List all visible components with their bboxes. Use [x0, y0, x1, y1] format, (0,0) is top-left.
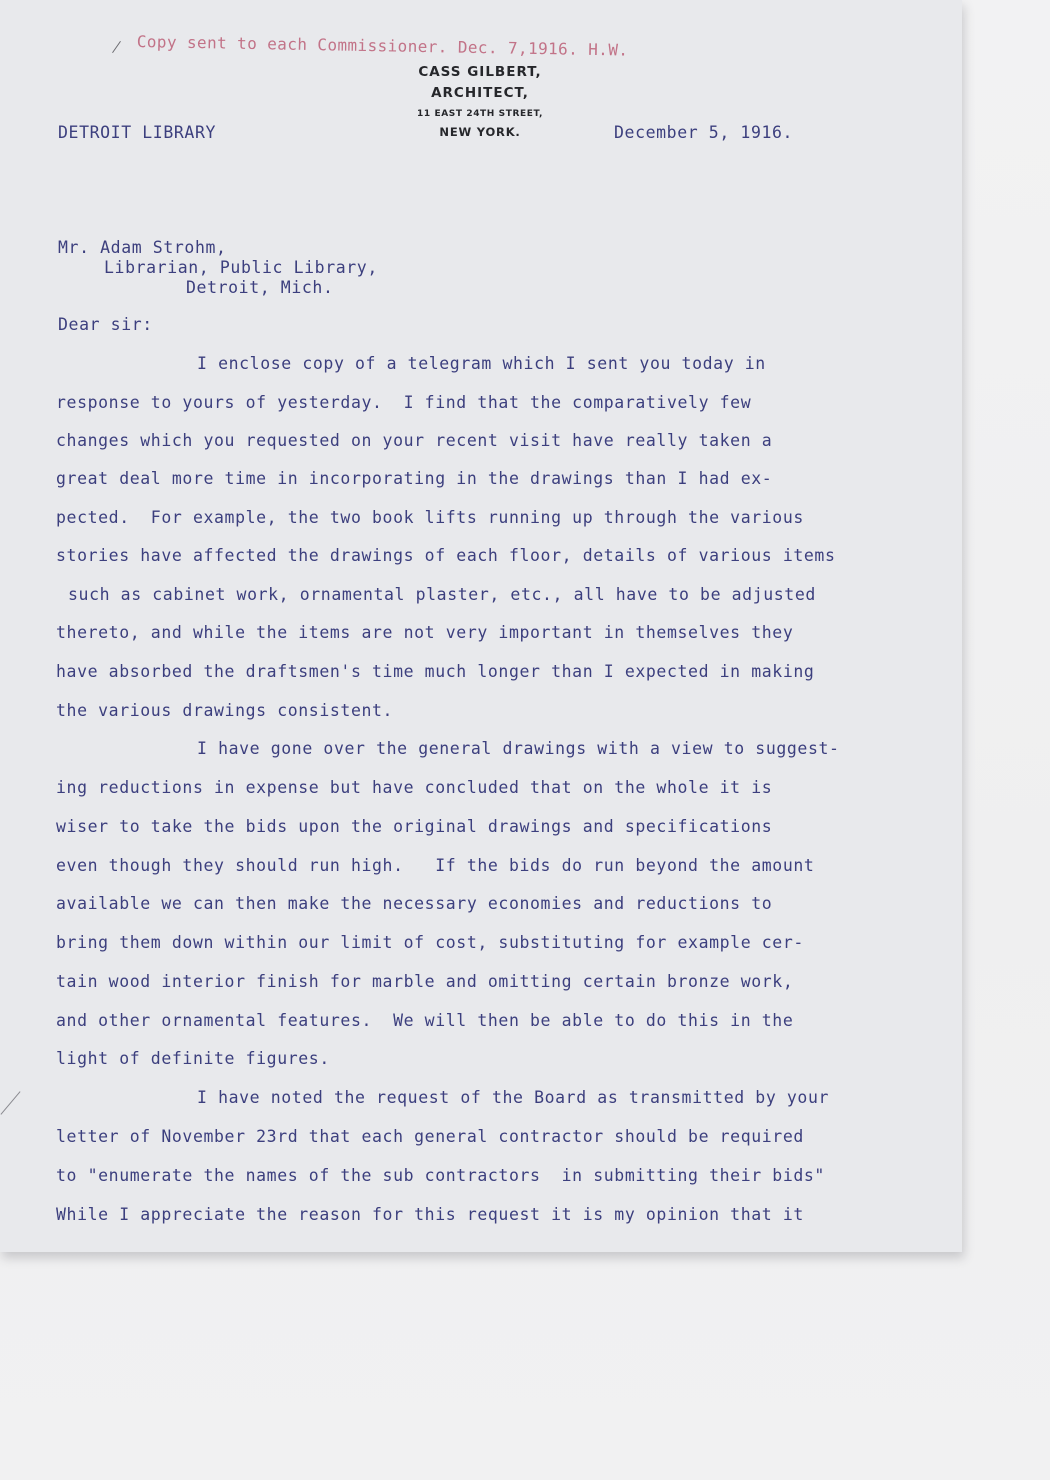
body-line: the various drawings consistent.	[56, 701, 394, 720]
pencil-mark	[112, 41, 121, 53]
letterhead-title: ARCHITECT,	[431, 85, 529, 101]
letterhead-address: 11 EAST 24TH STREET,	[417, 109, 543, 119]
body-line: letter of November 23rd that each general contractor should be required	[56, 1127, 804, 1146]
recipient-title: Librarian, Public Library,	[104, 258, 378, 277]
body-line: available we can then make the necessary economies and reductions to	[56, 894, 773, 913]
body-line: light of definite figures.	[56, 1049, 330, 1068]
body-line: tain wood interior finish for marble and omitting certain bronze work,	[56, 972, 794, 991]
body-line: changes which you requested on your recent visit have really taken a	[56, 431, 773, 450]
body-line: response to yours of yesterday. I find that the comparatively few	[56, 393, 752, 412]
body-line: While I appreciate the reason for this request it is my opinion that it	[56, 1205, 804, 1224]
body-line: have absorbed the draftsmen's time much longer than I expected in making	[56, 662, 815, 681]
copy-sent-annotation: Copy sent to each Commissioner. Dec. 7,1916. H.W.	[136, 32, 629, 60]
body-line: thereto, and while the items are not very important in themselves they	[56, 623, 794, 642]
body-line: even though they should run high. If the bids do run beyond the amount	[56, 856, 815, 875]
body-line: ing reductions in expense but have concluded that on the whole it is	[56, 778, 773, 797]
recipient-name: Mr. Adam Strohm,	[58, 238, 227, 257]
recipient-city: Detroit, Mich.	[186, 278, 334, 297]
letter-date: December 5, 1916.	[614, 123, 794, 142]
body-line: I enclose copy of a telegram which I sent you today in	[197, 354, 766, 373]
body-line: I have gone over the general drawings with a view to suggest-	[197, 739, 840, 758]
body-line: and other ornamental features. We will then be able to do this in the	[56, 1011, 794, 1030]
salutation: Dear sir:	[58, 315, 153, 334]
letterhead-city: NEW YORK.	[439, 125, 521, 139]
body-line: wiser to take the bids upon the original drawings and specifications	[56, 817, 773, 836]
body-line: bring them down within our limit of cost, substituting for example cer-	[56, 933, 804, 952]
letterhead-name: CASS GILBERT,	[418, 64, 542, 80]
body-line: to "enumerate the names of the sub contractors in submitting their bids"	[56, 1166, 825, 1185]
body-line: pected. For example, the two book lifts running up through the various	[56, 508, 804, 527]
body-line: I have noted the request of the Board as transmitted by your	[197, 1088, 830, 1107]
body-line: great deal more time in incorporating in the drawings than I had ex-	[56, 469, 773, 488]
body-line: such as cabinet work, ornamental plaster, etc., all have to be adjusted	[68, 585, 816, 604]
body-line: stories have affected the drawings of each floor, details of various items	[56, 546, 836, 565]
letter-subject: DETROIT LIBRARY	[58, 123, 217, 142]
pencil-mark	[0, 1091, 20, 1115]
